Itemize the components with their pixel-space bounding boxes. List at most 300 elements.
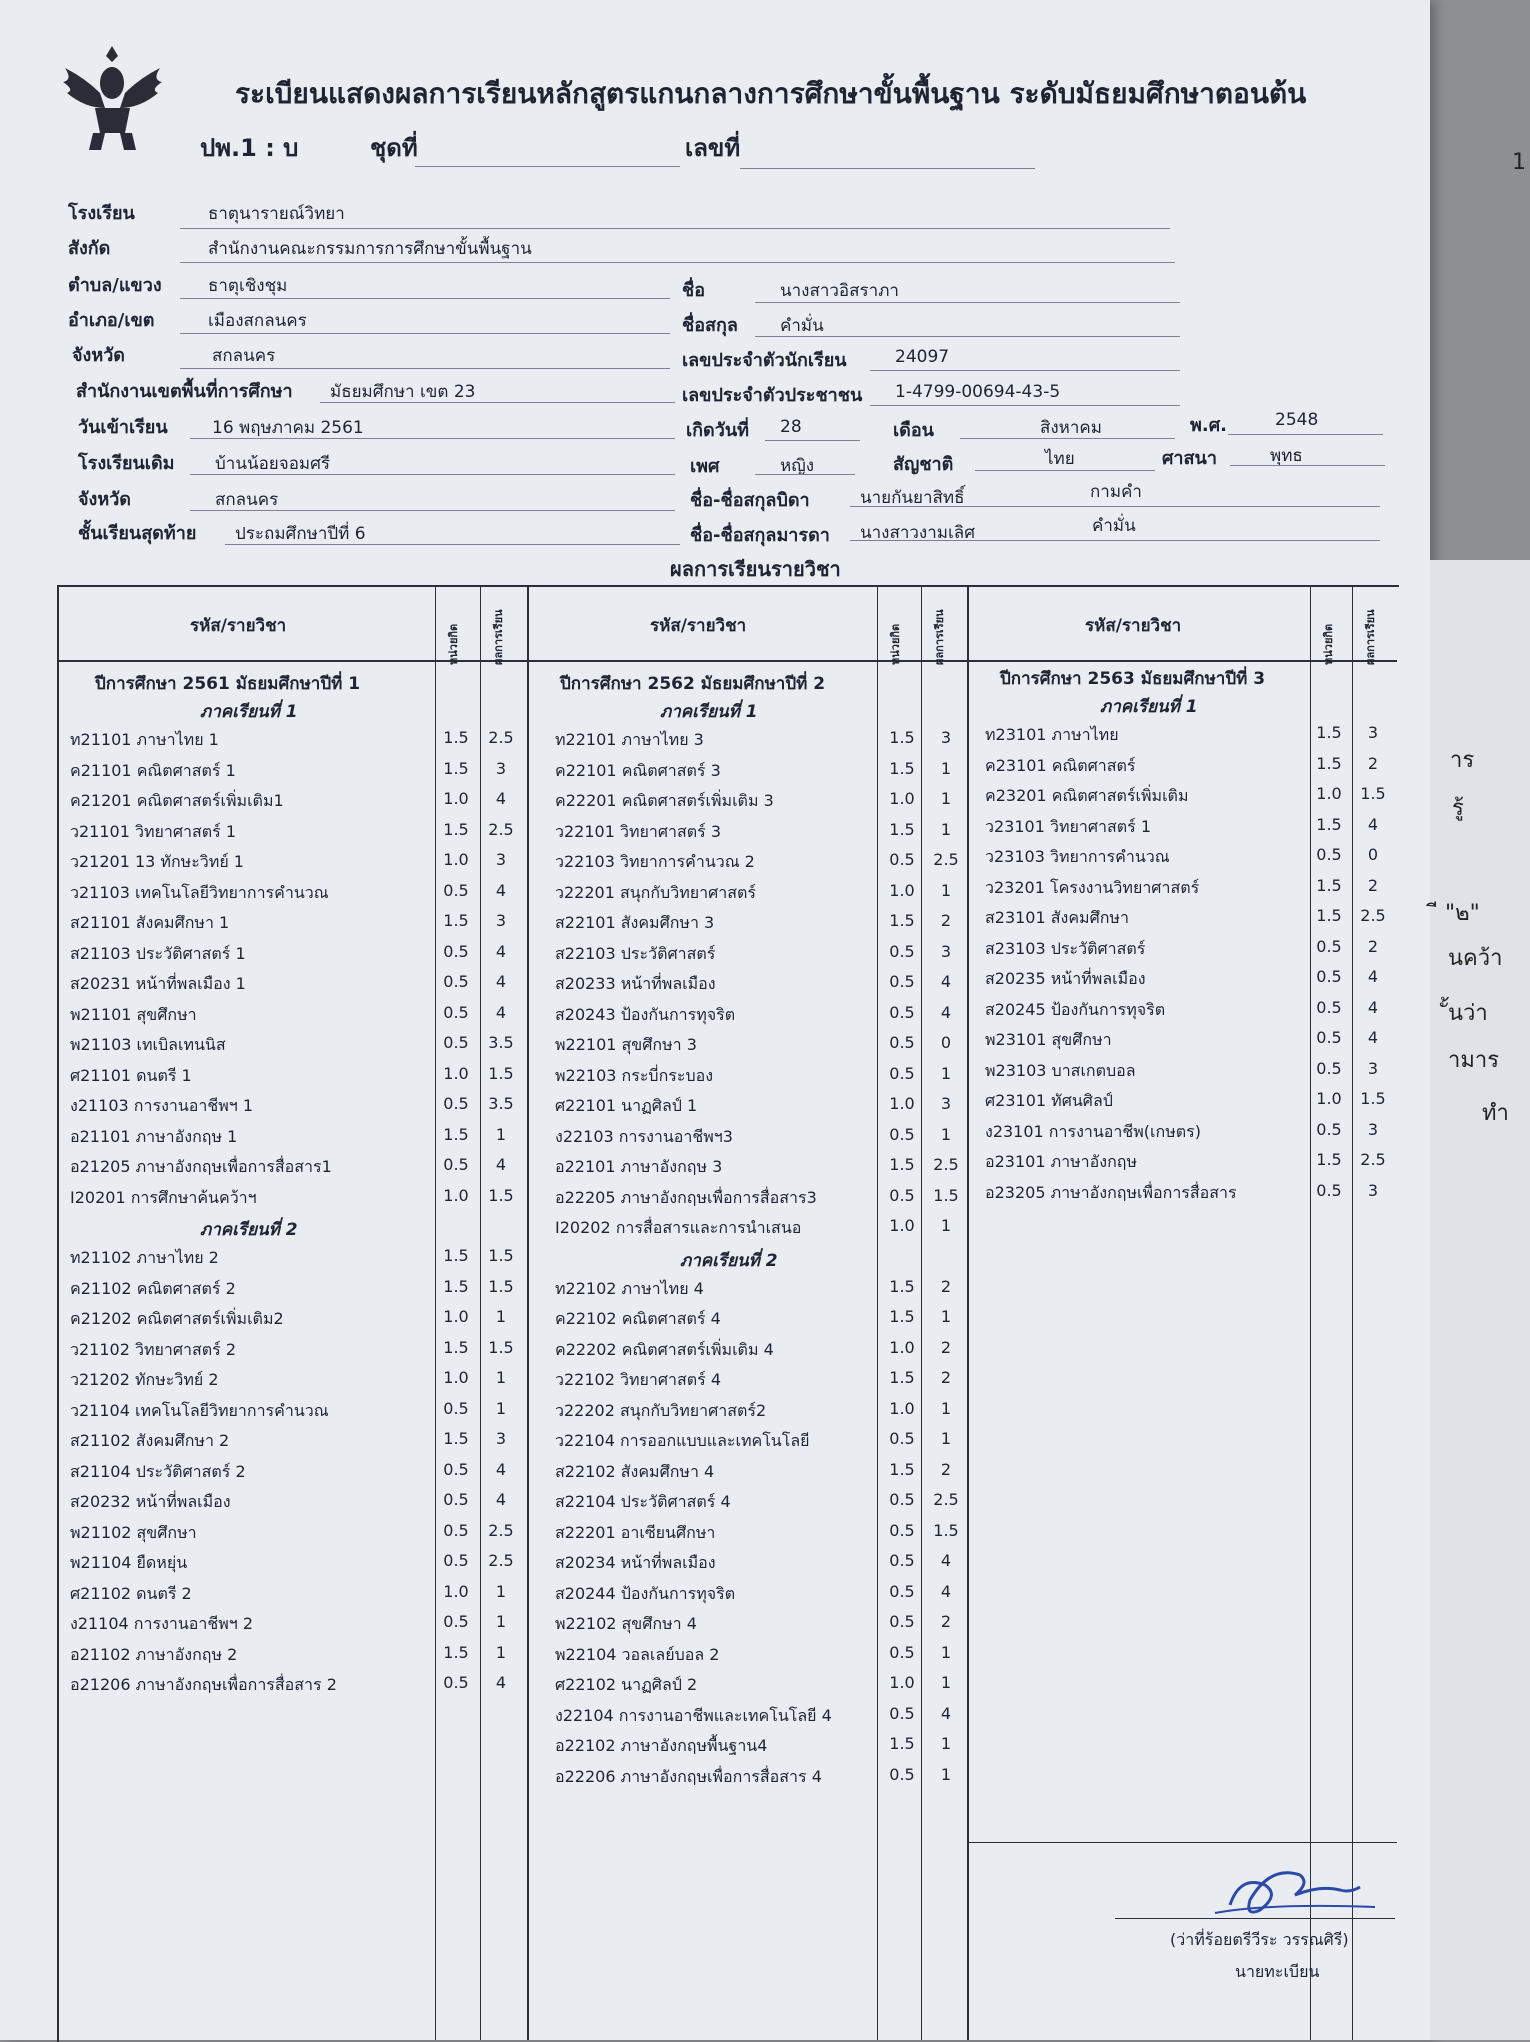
divider-grade-3 [1352, 585, 1353, 2040]
subject-name: พ21101 สุขศึกษา [70, 1004, 197, 1024]
subject-name: พ22104 วอลเลย์บอล 2 [555, 1644, 720, 1664]
grade-value: 4 [495, 1673, 507, 1692]
credit-value: 1.0 [1316, 784, 1342, 803]
subject-name: ง21104 การงานอาชีพฯ 2 [70, 1614, 254, 1633]
last-class-label: ชั้นเรียนสุดท้าย [78, 523, 197, 544]
col-subject-2: รหัส/รายวิชา [650, 616, 747, 636]
semester-label: ภาคเรียนที่ 1 [1100, 697, 1198, 717]
edge-text-4: ี "๒" [1438, 901, 1480, 926]
credit-value: 1.0 [889, 880, 915, 900]
credit-value: 0.5 [1316, 1180, 1342, 1200]
set-label: ชุดที่ [370, 134, 418, 162]
birth-month-value: สิงหาคม [1040, 418, 1103, 438]
subject-name: พ21104 ยืดหยุ่น [70, 1553, 188, 1572]
subject-name: ส20233 หน้าที่พลเมือง [555, 974, 716, 993]
subject-name: ง22104 การงานอาชีพและเทคโนโลยี 4 [555, 1705, 832, 1725]
subject-name: ส21101 สังคมศึกษา 1 [70, 913, 230, 932]
grade-value: 2.5 [933, 1155, 959, 1174]
birth-day-label: เกิดวันที่ [686, 420, 750, 441]
subject-name: พ22103 กระบี่กระบอง [555, 1065, 714, 1085]
birth-day-line [765, 440, 860, 441]
underlying-page [1430, 560, 1530, 2040]
registrar-name: (ว่าที่ร้อยตรีวีระ วรรณศิรี) [1170, 1930, 1349, 1949]
credit-value: 0.5 [443, 1398, 469, 1418]
grade-value: 2 [1367, 875, 1379, 895]
grade-value: 0 [940, 1033, 952, 1052]
credit-value: 1.5 [889, 1734, 915, 1753]
mother-surname-value: คำมั่น [1092, 516, 1136, 536]
credit-value: 1.5 [889, 819, 915, 839]
subject-name: ส20232 หน้าที่พลเมือง [70, 1492, 231, 1511]
prev-province-label: จังหวัด [78, 489, 131, 510]
col-subject-1: รหัส/รายวิชา [190, 616, 287, 636]
province-label: จังหวัด [72, 345, 125, 366]
number-label: เลขที่ [685, 134, 741, 162]
credit-value: 1.0 [889, 789, 915, 808]
father-surname-value: กามคำ [1090, 482, 1142, 502]
mother-line [850, 540, 1380, 541]
citizen-id-value: 1-4799-00694-43-5 [895, 382, 1061, 402]
grade-value: 3 [1367, 1180, 1379, 1200]
grade-value: 4 [940, 1551, 952, 1570]
father-line [850, 506, 1380, 507]
school-label: โรงเรียน [68, 203, 135, 224]
credit-value: 1.5 [889, 911, 915, 930]
divider-grade-1 [480, 585, 481, 2040]
grade-value: 3.5 [488, 1033, 514, 1052]
grade-value: 1 [940, 1124, 952, 1144]
credit-value: 1.5 [889, 1307, 915, 1326]
credit-value: 0.5 [443, 1033, 469, 1052]
credit-value: 0.5 [443, 1520, 469, 1540]
edge-text-3: รู้ [1452, 796, 1464, 821]
credit-value: 0.5 [889, 941, 915, 961]
garuda-emblem [55, 38, 170, 158]
student-id-label: เลขประจำตัวนักเรียน [682, 350, 847, 371]
col-grade-1: ผลการเรียน [492, 609, 505, 665]
credit-value: 0.5 [443, 1094, 469, 1113]
grade-value: 1 [495, 1368, 507, 1387]
subject-name: ส21104 ประวัติศาสตร์ 2 [70, 1461, 246, 1481]
subject-name: ส22103 ประวัติศาสตร์ [555, 943, 716, 963]
subject-name: ว21104 เทคโนโลยีวิทยาการคำนวณ [70, 1400, 329, 1420]
grade-value: 4 [495, 972, 507, 991]
grade-value: 4 [495, 941, 507, 961]
credit-value: 0.5 [1316, 997, 1342, 1017]
mother-label: ชื่อ-ชื่อสกุลมารดา [690, 525, 830, 546]
credit-value: 0.5 [1316, 1028, 1342, 1047]
year-title: ปีการศึกษา 2563 มัธยมศึกษาปีที่ 3 [1000, 669, 1266, 689]
district-value: เมืองสกลนคร [208, 311, 307, 331]
subject-name: พ23101 สุขศึกษา [985, 1030, 1112, 1049]
school-value: ธาตุนารายณ์วิทยา [208, 204, 345, 224]
divider-year-2 [967, 585, 969, 2040]
form-code: ปพ.1 : บ [200, 134, 299, 162]
credit-value: 0.5 [1316, 1058, 1342, 1078]
credit-value: 0.5 [443, 1551, 469, 1570]
grade-value: 3 [940, 941, 952, 961]
area-value: มัธยมศึกษา เขต 23 [330, 382, 476, 402]
grade-value: 4 [1367, 967, 1379, 986]
nationality-line [975, 470, 1155, 471]
credit-value: 1.5 [443, 758, 469, 778]
grade-value: 1 [940, 1673, 952, 1692]
subject-name: ว23101 วิทยาศาสตร์ 1 [985, 816, 1152, 836]
subject-name: ศ21101 ดนตรี 1 [70, 1065, 192, 1085]
credit-value: 1.5 [889, 728, 915, 747]
credit-value: 1.5 [443, 1337, 469, 1357]
subject-name: ง21103 การงานอาชีพฯ 1 [70, 1096, 254, 1115]
citizen-id-line [870, 405, 1180, 406]
subject-name: ค21202 คณิตศาสตร์เพิ่มเติม2 [70, 1309, 284, 1328]
grade-value: 2.5 [1360, 906, 1386, 925]
credit-value: 1.5 [1316, 814, 1342, 834]
credit-value: 0.5 [443, 941, 469, 961]
grade-value: 1 [940, 789, 952, 808]
subject-name: ว21102 วิทยาศาสตร์ 2 [70, 1339, 237, 1359]
credit-value: 1.5 [889, 1155, 915, 1174]
credit-value: 0.5 [889, 850, 915, 869]
year-title: ปีการศึกษา 2561 มัธยมศึกษาปีที่ 1 [95, 674, 361, 694]
credit-value: 0.5 [1316, 967, 1342, 986]
grade-value: 1 [940, 1764, 952, 1784]
semester-label: ภาคเรียนที่ 1 [660, 702, 758, 722]
number-field [740, 168, 1035, 169]
divider-credit-2 [877, 585, 878, 2040]
credit-value: 0.5 [889, 1581, 915, 1601]
grade-value: 4 [1367, 814, 1379, 834]
grade-value: 1 [495, 1642, 507, 1662]
credit-value: 0.5 [889, 1612, 915, 1631]
credit-value: 1.0 [889, 1398, 915, 1418]
grade-value: 3 [495, 911, 507, 930]
grade-value: 3 [495, 1429, 507, 1448]
grade-value: 1 [495, 1612, 507, 1631]
subject-name: ศ22101 นาฏศิลป์ 1 [555, 1096, 698, 1115]
subject-name: ท21102 ภาษาไทย 2 [70, 1248, 219, 1267]
entry-date-label: วันเข้าเรียน [78, 417, 168, 438]
subject-name: ว21101 วิทยาศาสตร์ 1 [70, 821, 237, 841]
credit-value: 0.5 [1316, 1119, 1342, 1139]
credit-value: 0.5 [443, 1612, 469, 1631]
form-title: ระเบียนแสดงผลการเรียนหลักสูตรแกนกลางการศึกษาขั้นพื้นฐาน ระดับมัธยมศึกษาตอนต้น [235, 77, 1307, 110]
birth-year-line [1228, 434, 1383, 435]
registrar-signature [1210, 1855, 1380, 1925]
prev-province-line [190, 510, 675, 511]
grade-value: 4 [495, 789, 507, 808]
subject-name: ค21101 คณิตศาสตร์ 1 [70, 760, 236, 780]
credit-value: 1.5 [443, 819, 469, 839]
prev-province-value: สกลนคร [215, 490, 279, 510]
edge-text-1: 1 [1512, 150, 1526, 175]
grade-value: 1 [940, 1216, 952, 1235]
year-title: ปีการศึกษา 2562 มัธยมศึกษาปีที่ 2 [560, 674, 826, 694]
grade-value: 1 [495, 1398, 507, 1418]
credit-value: 0.5 [889, 972, 915, 991]
credit-value: 1.0 [443, 850, 469, 869]
credit-value: 0.5 [1316, 845, 1342, 864]
grade-value: 3 [940, 728, 952, 747]
semester-label: ภาคเรียนที่ 2 [680, 1250, 778, 1271]
name-label: ชื่อ [682, 280, 706, 301]
edge-text-8: ทำ [1482, 1101, 1509, 1126]
subject-name: ว22103 วิทยาการคำนวณ 2 [555, 852, 755, 871]
subject-name: ง22103 การงานอาชีพฯ3 [555, 1126, 733, 1146]
edge-text-6: ั้นว่า [1448, 1001, 1488, 1026]
last-class-line [225, 544, 680, 545]
subject-name: ง23101 การงานอาชีพ(เกษตร) [985, 1121, 1201, 1141]
subdistrict-line [180, 298, 670, 299]
birth-year-value: 2548 [1275, 410, 1319, 430]
subject-name: ว22104 การออกแบบและเทคโนโลยี [555, 1431, 810, 1450]
divider-credit-3 [1310, 585, 1311, 2040]
subject-name: พ23103 บาสเกตบอล [985, 1060, 1136, 1080]
grade-value: 2 [940, 911, 952, 930]
credit-value: 1.5 [443, 1246, 469, 1265]
divider-grade-2 [921, 585, 922, 2040]
subject-name: อ21205 ภาษาอังกฤษเพื่อการสื่อสาร1 [70, 1157, 332, 1176]
subject-name: ว22202 สนุกกับวิทยาศาสตร์2 [555, 1400, 767, 1420]
student-id-line [870, 370, 1180, 371]
subject-name: ค22101 คณิตศาสตร์ 3 [555, 760, 721, 780]
subject-name: ศ23101 ทัศนศิลป์ [985, 1091, 1113, 1110]
subdistrict-label: ตำบล/แขวง [68, 275, 162, 296]
prev-school-label: โรงเรียนเดิม [78, 453, 175, 474]
grade-value: 1.5 [1360, 1089, 1386, 1108]
area-line [320, 402, 675, 403]
credit-value: 1.0 [443, 1063, 469, 1083]
credit-value: 1.5 [443, 1642, 469, 1662]
subject-name: ส22101 สังคมศึกษา 3 [555, 913, 715, 932]
table-header-rule [57, 660, 1397, 662]
birth-year-label: พ.ศ. [1190, 415, 1227, 436]
col-grade-3: ผลการเรียน [1364, 609, 1377, 665]
subject-name: ส20244 ป้องกันการทุจริต [555, 1583, 736, 1603]
grade-value: 1 [940, 758, 952, 778]
subject-name: ค22202 คณิตศาสตร์เพิ่มเติม 4 [555, 1339, 774, 1359]
credit-value: 0.5 [443, 972, 469, 991]
student-id-value: 24097 [895, 347, 950, 367]
grade-value: 1.5 [933, 1185, 959, 1205]
subject-name: ท23101 ภาษาไทย [985, 725, 1119, 744]
grade-value: 2.5 [933, 1490, 959, 1509]
credit-value: 1.5 [1316, 723, 1342, 742]
citizen-id-label: เลขประจำตัวประชาชน [682, 385, 863, 406]
subject-name: I20202 การสื่อสารและการนำเสนอ [555, 1218, 802, 1237]
col-credit-1: หน่วยกิต [447, 623, 460, 665]
grade-value: 4 [495, 1459, 507, 1479]
subject-name: อ23101 ภาษาอังกฤษ [985, 1152, 1137, 1171]
grade-value: 4 [1367, 997, 1379, 1017]
subject-name: ศ22102 นาฏศิลป์ 2 [555, 1675, 698, 1694]
credit-value: 1.0 [443, 1368, 469, 1387]
grade-value: 2.5 [488, 1520, 514, 1540]
grade-value: 1.5 [1360, 784, 1386, 803]
credit-value: 1.5 [889, 1459, 915, 1479]
credit-value: 1.5 [443, 1124, 469, 1144]
entry-date-value: 16 พฤษภาคม 2561 [212, 418, 364, 438]
credit-value: 1.5 [443, 728, 469, 747]
edge-text-5: นคว้า [1448, 946, 1503, 971]
credit-value: 0.5 [443, 1673, 469, 1692]
credit-value: 0.5 [443, 1459, 469, 1479]
semester-label: ภาคเรียนที่ 2 [200, 1220, 298, 1240]
grade-value: 4 [495, 880, 507, 900]
subject-name: ส23103 ประวัติศาสตร์ [985, 938, 1146, 958]
grade-value: 1.5 [488, 1185, 514, 1205]
grade-value: 1 [940, 1734, 952, 1753]
credit-value: 1.0 [443, 1185, 469, 1205]
grade-value: 1 [940, 1642, 952, 1662]
credit-value: 0.5 [889, 1490, 915, 1509]
credit-value: 1.5 [443, 1429, 469, 1448]
subject-name: ค23101 คณิตศาสตร์ [985, 755, 1136, 775]
semester-label: ภาคเรียนที่ 1 [200, 702, 298, 722]
grade-value: 1 [495, 1307, 507, 1326]
credit-value: 0.5 [889, 1520, 915, 1540]
grade-value: 4 [940, 1002, 952, 1022]
subject-name: ว21202 ทักษะวิทย์ 2 [70, 1370, 219, 1389]
grade-value: 1 [940, 1429, 952, 1448]
credit-value: 0.5 [889, 1703, 915, 1723]
credit-value: 1.0 [889, 1216, 915, 1235]
grade-value: 3 [1367, 1119, 1379, 1139]
district-label: อำเภอ/เขต [68, 310, 155, 331]
credit-value: 0.5 [443, 880, 469, 900]
subject-name: พ21102 สุขศึกษา [70, 1522, 197, 1542]
credit-value: 1.5 [1316, 1150, 1342, 1169]
subject-name: ส21103 ประวัติศาสตร์ 1 [70, 943, 246, 963]
grade-value: 2 [940, 1337, 952, 1357]
credit-value: 0.5 [889, 1429, 915, 1448]
grade-value: 1 [940, 819, 952, 839]
credit-value: 1.5 [889, 758, 915, 778]
subject-name: อ21206 ภาษาอังกฤษเพื่อการสื่อสาร 2 [70, 1675, 337, 1694]
credit-value: 1.0 [889, 1673, 915, 1692]
credit-value: 1.5 [1316, 875, 1342, 895]
entry-line [190, 438, 675, 439]
subject-name: ค23201 คณิตศาสตร์เพิ่มเติม [985, 786, 1189, 805]
subject-name: I20201 การศึกษาค้นคว้าฯ [70, 1187, 257, 1207]
subject-name: อ23205 ภาษาอังกฤษเพื่อการสื่อสาร [985, 1182, 1237, 1202]
credit-value: 1.5 [889, 1276, 915, 1296]
col-subject-3: รหัส/รายวิชา [1085, 616, 1182, 636]
grade-value: 2.5 [933, 850, 959, 869]
subject-name: ค21102 คณิตศาสตร์ 2 [70, 1278, 236, 1298]
affiliation-value: สำนักงานคณะกรรมการการศึกษาขั้นพื้นฐาน [208, 239, 532, 259]
sex-label: เพศ [690, 456, 720, 477]
credit-value: 1.5 [889, 1368, 915, 1387]
credit-value: 0.5 [889, 1764, 915, 1784]
grade-value: 2.5 [488, 819, 514, 839]
grade-value: 4 [495, 1490, 507, 1509]
birth-month-label: เดือน [893, 420, 934, 441]
credit-value: 1.0 [443, 1581, 469, 1601]
affiliation-label: สังกัด [68, 238, 111, 259]
grade-value: 1.5 [488, 1063, 514, 1083]
credit-value: 1.0 [889, 1337, 915, 1357]
subject-name: ว22102 วิทยาศาสตร์ 4 [555, 1370, 722, 1389]
subject-name: ท22102 ภาษาไทย 4 [555, 1278, 704, 1298]
surname-value: คำมั่น [780, 316, 824, 336]
grade-value: 1.5 [933, 1520, 959, 1540]
subject-name: พ22101 สุขศึกษา 3 [555, 1035, 697, 1054]
grade-value: 3 [940, 1094, 952, 1113]
prev-school-line [190, 474, 675, 475]
grade-value: 1.5 [488, 1276, 514, 1296]
credit-value: 1.5 [1316, 753, 1342, 773]
subject-name: ว22101 วิทยาศาสตร์ 3 [555, 821, 722, 841]
sex-value: หญิง [780, 456, 814, 476]
credit-value: 0.5 [443, 1490, 469, 1509]
subject-name: ศ21102 ดนตรี 2 [70, 1583, 192, 1603]
grade-value: 1 [940, 1307, 952, 1326]
subject-name: ส20245 ป้องกันการทุจริต [985, 999, 1166, 1019]
grade-value: 3 [1367, 723, 1379, 742]
signature-line [1115, 1918, 1395, 1919]
col-grade-2: ผลการเรียน [933, 609, 946, 665]
subject-name: ว22201 สนุกกับวิทยาศาสตร์ [555, 882, 756, 902]
grade-value: 1 [940, 880, 952, 900]
nationality-label: สัญชาติ [893, 454, 954, 475]
grade-value: 1 [940, 1063, 952, 1083]
credit-value: 0.5 [889, 1063, 915, 1083]
religion-value: พุทธ [1270, 446, 1303, 466]
area-label: สำนักงานเขตพื้นที่การศึกษา [76, 381, 293, 402]
subject-name: พ22102 สุขศึกษา 4 [555, 1614, 697, 1633]
grade-value: 1.5 [488, 1246, 514, 1265]
credit-value: 1.5 [443, 911, 469, 930]
credit-value: 0.5 [889, 1124, 915, 1144]
set-field [415, 166, 680, 167]
grade-value: 2 [940, 1276, 952, 1296]
subject-name: ส22102 สังคมศึกษา 4 [555, 1461, 715, 1481]
grade-value: 0 [1367, 845, 1379, 864]
subject-name: ส20231 หน้าที่พลเมือง 1 [70, 974, 246, 993]
subject-name: อ21101 ภาษาอังกฤษ 1 [70, 1126, 238, 1146]
credit-value: 0.5 [443, 1155, 469, 1174]
grade-value: 4 [495, 1155, 507, 1174]
grade-value: 1 [495, 1124, 507, 1144]
credit-value: 0.5 [1316, 936, 1342, 956]
credit-value: 1.0 [443, 1307, 469, 1326]
credit-value: 0.5 [889, 1002, 915, 1022]
subject-name: ค22201 คณิตศาสตร์เพิ่มเติม 3 [555, 791, 774, 810]
grade-value: 2 [1367, 753, 1379, 773]
divider-credit-1 [435, 585, 436, 2040]
credit-value: 0.5 [443, 1002, 469, 1022]
subject-name: ส20243 ป้องกันการทุจริต [555, 1004, 736, 1024]
grade-value: 1 [495, 1581, 507, 1601]
birth-day-value: 28 [780, 417, 802, 437]
grade-value: 2 [940, 1459, 952, 1479]
subject-name: ส22104 ประวัติศาสตร์ 4 [555, 1492, 731, 1511]
grade-value: 1.5 [488, 1337, 514, 1357]
father-label: ชื่อ-ชื่อสกุลบิดา [690, 490, 810, 511]
credit-value: 0.5 [889, 1642, 915, 1662]
credit-value: 0.5 [889, 1551, 915, 1570]
sex-line [755, 474, 855, 475]
credit-value: 1.0 [889, 1094, 915, 1113]
grade-value: 3 [495, 850, 507, 869]
subject-name: ส21102 สังคมศึกษา 2 [70, 1431, 230, 1450]
subject-name: อ22102 ภาษาอังกฤษพื้นฐาน4 [555, 1736, 768, 1755]
grade-value: 4 [1367, 1028, 1379, 1047]
registrar-role: นายทะเบียน [1235, 1962, 1320, 1981]
credit-value: 1.5 [443, 1276, 469, 1296]
grade-value: 4 [940, 1581, 952, 1601]
subject-name: อ21102 ภาษาอังกฤษ 2 [70, 1644, 238, 1664]
